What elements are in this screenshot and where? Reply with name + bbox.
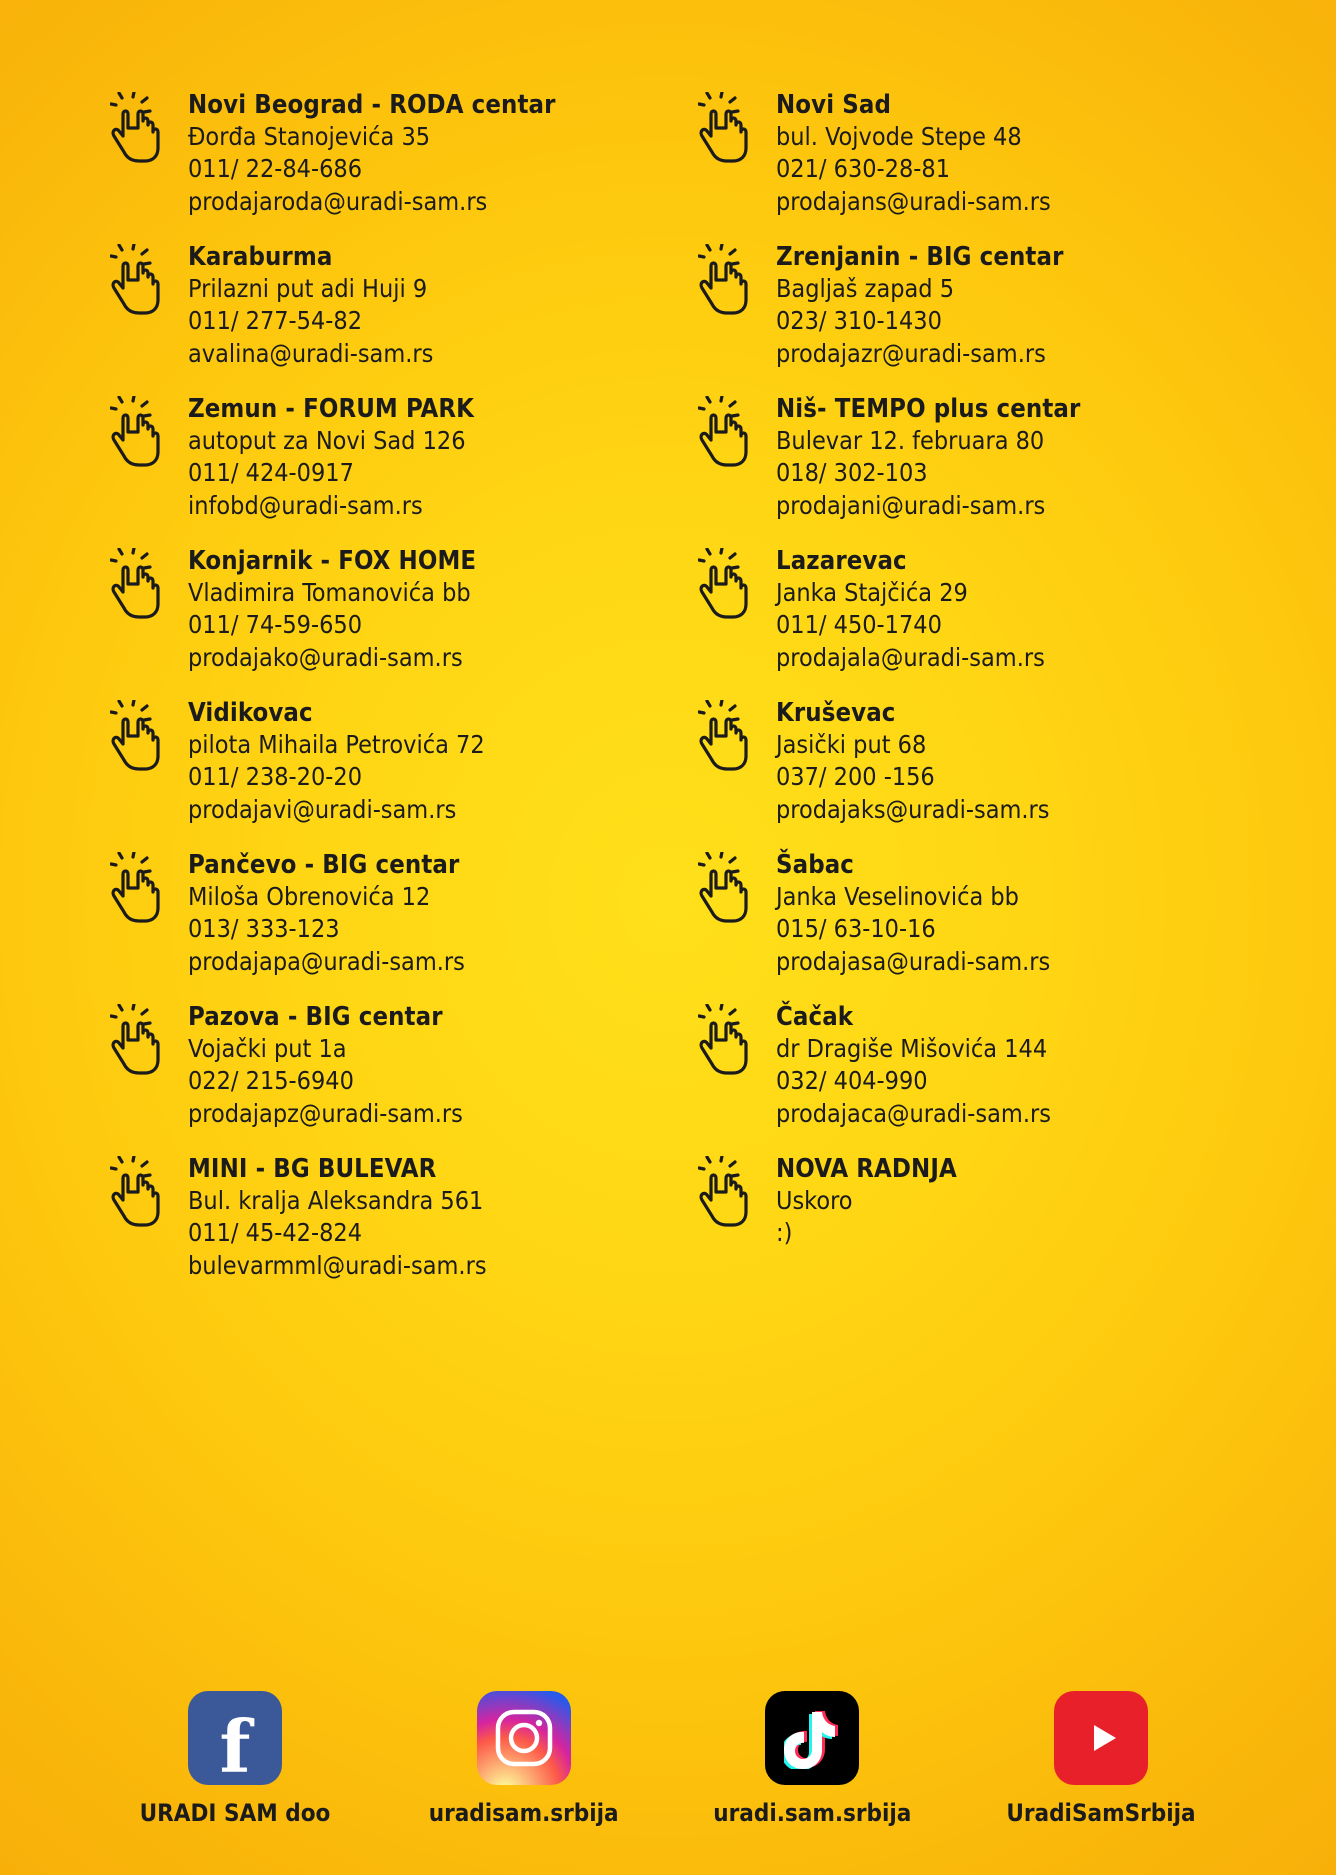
social-handle: UradiSamSrbija: [1006, 1799, 1196, 1827]
store-name: Pazova - BIG centar: [188, 1002, 443, 1032]
pointing-hand-icon: [698, 1156, 758, 1228]
store-address: Prilazni put adi Huji 9: [188, 274, 428, 304]
pointing-hand-icon: [698, 548, 758, 620]
store-address: dr Dragiše Mišovića 144: [776, 1034, 1048, 1064]
store-name: MINI - BG BULEVAR: [188, 1154, 437, 1184]
store-details: [188, 240, 433, 370]
store-phone[interactable]: 011/ 424-0917: [188, 458, 354, 488]
store-address: pilota Mihaila Petrovića 72: [188, 730, 485, 760]
store-details: [188, 1152, 487, 1282]
store-location-entry: [110, 392, 638, 522]
store-location-entry: [110, 696, 638, 826]
store-address: bul. Vojvode Stepe 48: [776, 122, 1022, 152]
store-phone[interactable]: 011/ 74-59-650: [188, 610, 363, 640]
store-location-entry: [698, 848, 1226, 978]
store-address: Uskoro: [776, 1186, 853, 1216]
store-phone[interactable]: 037/ 200 -156: [776, 762, 935, 792]
youtube-icon[interactable]: [1054, 1691, 1148, 1785]
store-phone[interactable]: 011/ 277-54-82: [188, 306, 363, 336]
store-details: [188, 1000, 463, 1130]
social-handle: uradisam.srbija: [428, 1799, 619, 1827]
store-name: Šabac: [776, 850, 854, 880]
store-email[interactable]: prodajaroda@uradi-sam.rs: [188, 186, 488, 216]
pointing-hand-icon: [698, 700, 758, 772]
store-phone[interactable]: 023/ 310-1430: [776, 306, 942, 336]
store-phone[interactable]: 018/ 302-103: [776, 458, 928, 488]
store-name: Novi Sad: [776, 90, 891, 120]
store-email[interactable]: prodajala@uradi-sam.rs: [776, 642, 1045, 672]
store-address: Đorđa Stanojevića 35: [188, 122, 431, 152]
store-address: Jasički put 68: [776, 730, 927, 760]
pointing-hand-icon: [110, 852, 170, 924]
locations-column-right: [698, 88, 1226, 1282]
store-name: Kruševac: [776, 698, 896, 728]
pointing-hand-icon: [110, 548, 170, 620]
store-phone[interactable]: 011/ 22-84-686: [188, 154, 363, 184]
store-name: Karaburma: [188, 242, 333, 272]
store-email[interactable]: prodajavi@uradi-sam.rs: [188, 794, 457, 824]
store-details: [776, 240, 1063, 370]
store-name: Zrenjanin - BIG centar: [776, 242, 1064, 272]
store-address: Bagljaš zapad 5: [776, 274, 955, 304]
store-email[interactable]: prodajasa@uradi-sam.rs: [776, 946, 1051, 976]
store-location-entry: [110, 544, 638, 674]
store-name: NOVA RADNJA: [776, 1154, 957, 1184]
store-details: [776, 88, 1051, 218]
pointing-hand-icon: [110, 396, 170, 468]
store-address: Vladimira Tomanovića bb: [188, 578, 471, 608]
store-details: [188, 544, 476, 674]
store-details: [188, 848, 465, 978]
store-phone[interactable]: 011/ 45-42-824: [188, 1218, 363, 1248]
pointing-hand-icon: [110, 1156, 170, 1228]
store-email[interactable]: prodajapa@uradi-sam.rs: [188, 946, 465, 976]
store-address: Janka Stajčića 29: [776, 578, 968, 608]
store-details: [188, 88, 556, 218]
pointing-hand-icon: [110, 700, 170, 772]
store-name: Pančevo - BIG centar: [188, 850, 460, 880]
store-email[interactable]: infobd@uradi-sam.rs: [188, 490, 423, 520]
locations-columns: [110, 88, 1226, 1282]
store-phone[interactable]: 013/ 333-123: [188, 914, 340, 944]
store-email[interactable]: prodajako@uradi-sam.rs: [188, 642, 463, 672]
store-name: Čačak: [776, 1002, 854, 1032]
store-address: autoput za Novi Sad 126: [188, 426, 466, 456]
store-name: Niš- TEMPO plus centar: [776, 394, 1081, 424]
facebook-icon[interactable]: f: [188, 1691, 282, 1785]
pointing-hand-icon: [698, 396, 758, 468]
store-address: Vojački put 1a: [188, 1034, 347, 1064]
store-phone[interactable]: 032/ 404-990: [776, 1066, 928, 1096]
store-details: [776, 1000, 1051, 1130]
store-phone[interactable]: 022/ 215-6940: [188, 1066, 354, 1096]
store-email[interactable]: prodajaks@uradi-sam.rs: [776, 794, 1050, 824]
store-details: [776, 848, 1050, 978]
social-link[interactable]: [110, 1691, 360, 1827]
pointing-hand-icon: [110, 92, 170, 164]
store-email[interactable]: prodajans@uradi-sam.rs: [776, 186, 1051, 216]
store-details: [776, 696, 1050, 826]
store-details: [776, 392, 1080, 522]
store-email[interactable]: prodajaca@uradi-sam.rs: [776, 1098, 1051, 1128]
pointing-hand-icon: [110, 244, 170, 316]
store-location-entry: [698, 88, 1226, 218]
store-phone[interactable]: 021/ 630-28-81: [776, 154, 951, 184]
tiktok-icon[interactable]: [765, 1691, 859, 1785]
store-address: Janka Veselinovića bb: [776, 882, 1019, 912]
store-location-entry: [698, 1152, 1226, 1282]
store-email[interactable]: bulevarmml@uradi-sam.rs: [188, 1250, 487, 1280]
store-details: [776, 1152, 957, 1250]
social-link[interactable]: [399, 1691, 649, 1827]
store-email[interactable]: prodajani@uradi-sam.rs: [776, 490, 1046, 520]
store-address: Bulevar 12. februara 80: [776, 426, 1045, 456]
social-handle: URADI SAM doo: [139, 1799, 331, 1827]
store-name: Konjarnik - FOX HOME: [188, 546, 477, 576]
pointing-hand-icon: [698, 852, 758, 924]
store-name: Zemun - FORUM PARK: [188, 394, 475, 424]
store-location-entry: [110, 88, 638, 218]
pointing-hand-icon: [698, 1004, 758, 1076]
store-location-entry: [698, 696, 1226, 826]
store-address: Miloša Obrenovića 12: [188, 882, 431, 912]
store-phone[interactable]: :): [776, 1218, 793, 1248]
store-phone[interactable]: 015/ 63-10-16: [776, 914, 936, 944]
store-name: Lazarevac: [776, 546, 907, 576]
pointing-hand-icon: [698, 244, 758, 316]
locations-column-left: [110, 88, 638, 1282]
store-location-entry: [110, 1152, 638, 1282]
social-link[interactable]: [687, 1691, 937, 1827]
store-location-entry: [698, 240, 1226, 370]
store-email[interactable]: prodajapz@uradi-sam.rs: [188, 1098, 463, 1128]
social-link[interactable]: [976, 1691, 1226, 1827]
store-phone[interactable]: 011/ 238-20-20: [188, 762, 363, 792]
store-details: [776, 544, 1045, 674]
instagram-icon[interactable]: [477, 1691, 571, 1785]
pointing-hand-icon: [110, 1004, 170, 1076]
store-name: Novi Beograd - RODA centar: [188, 90, 556, 120]
pointing-hand-icon: [698, 92, 758, 164]
store-details: [188, 696, 485, 826]
store-email[interactable]: prodajazr@uradi-sam.rs: [776, 338, 1046, 368]
store-details: [188, 392, 474, 522]
store-email[interactable]: avalina@uradi-sam.rs: [188, 338, 434, 368]
store-location-entry: [698, 392, 1226, 522]
store-location-entry: [110, 240, 638, 370]
store-location-entry: [110, 848, 638, 978]
store-phone[interactable]: 011/ 450-1740: [776, 610, 942, 640]
store-location-entry: [110, 1000, 638, 1130]
store-location-entry: [698, 544, 1226, 674]
store-name: Vidikovac: [188, 698, 313, 728]
store-location-entry: [698, 1000, 1226, 1130]
social-handle: uradi.sam.srbija: [713, 1799, 912, 1827]
store-address: Bul. kralja Aleksandra 561: [188, 1186, 484, 1216]
social-links: [110, 1691, 1226, 1827]
